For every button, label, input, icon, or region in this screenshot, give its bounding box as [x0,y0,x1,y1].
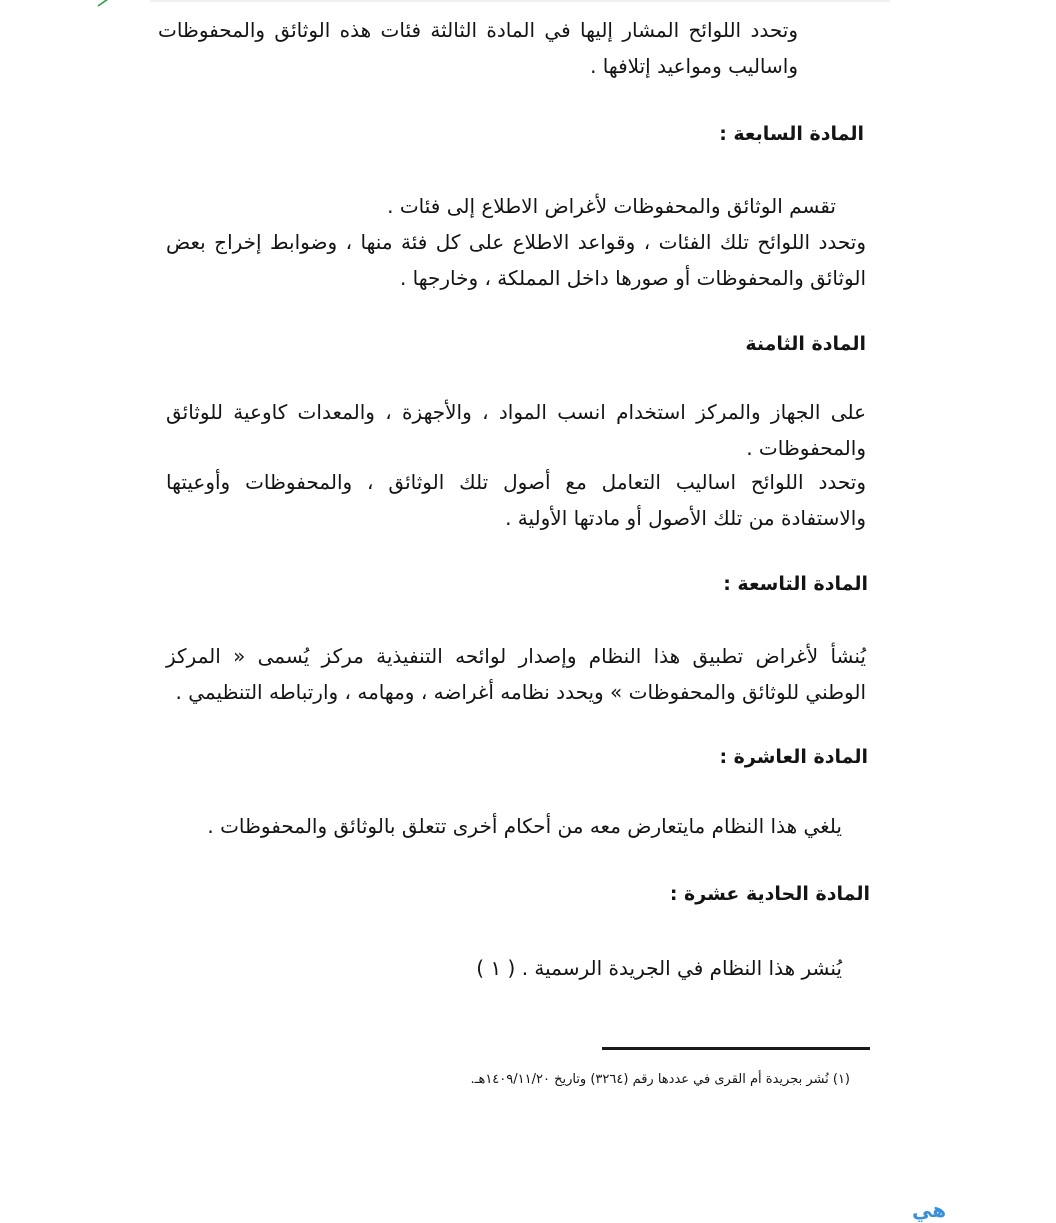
footnote-divider [602,1047,870,1050]
article10-heading: المادة العاشرة : [719,746,868,768]
article8-para1 [166,394,866,466]
footnote: (١) نُشر بجريدة أم القرى في عددها رقم (٣٢٦٤) وتاريخ ١٤٠٩/١١/٢٠هـ. [470,1072,850,1087]
article8-para1-text: على الجهاز والمركز استخدام انسب المواد ، والأجهزة ، والمعدات كاوعية للوثائق والمحفوظات . [166,400,866,460]
article10-para1 [162,808,842,844]
article8-para2 [166,464,866,536]
corner-pen-mark [96,0,110,8]
article9-para1-text: يُنشأ لأغراض تطبيق هذا النظام وإصدار لوائحه التنفيذية مركز يُسمى « المركز الوطني للوثائق والمحفوظات » ويحدد نظامه أغراضه ، ومهامه ، وارتباطه التنظيمي . [166,644,866,704]
article8-para2-text: وتحدد اللوائح اساليب التعامل مع أصول تلك الوثائق ، والمحفوظات وأوعيتها والاستفادة من تلك الأصول أو مادتها الأولية . [166,470,866,530]
article7-para2-text: وتحدد اللوائح تلك الفئات ، وقواعد الاطلاع على كل فئة منها ، وضوابط إخراج بعض الوثائق والمحفوظات أو صورها داخل المملكة ، وخارجها . [166,230,866,290]
article10-para1-text: يلغي هذا النظام مايتعارض معه من أحكام أخرى تتعلق بالوثائق والمحفوظات . [207,814,842,838]
article9-para1 [166,638,866,710]
article11-heading: المادة الحادية عشرة : [669,883,870,905]
edge-mark: هي [912,1198,947,1222]
article7-heading: المادة السابعة : [719,123,864,145]
article6-continuation-text: وتحدد اللوائح المشار إليها في المادة الثالثة فئات هذه الوثائق والمحفوظات واساليب ومواعيد إتلافها . [158,18,798,78]
article6-continuation [158,12,798,84]
top-edge-shadow [150,0,890,2]
article8-heading: المادة الثامنة [745,333,866,355]
article7-para2 [166,224,866,296]
article11-para1 [422,950,842,986]
article9-heading: المادة التاسعة : [723,573,868,595]
article11-para1-text: يُنشر هذا النظام في الجريدة الرسمية . ( ١ ) [476,956,842,980]
article7-para1-text: تقسم الوثائق والمحفوظات لأغراض الاطلاع إلى فئات . [387,194,836,218]
article7-para1 [146,188,836,224]
